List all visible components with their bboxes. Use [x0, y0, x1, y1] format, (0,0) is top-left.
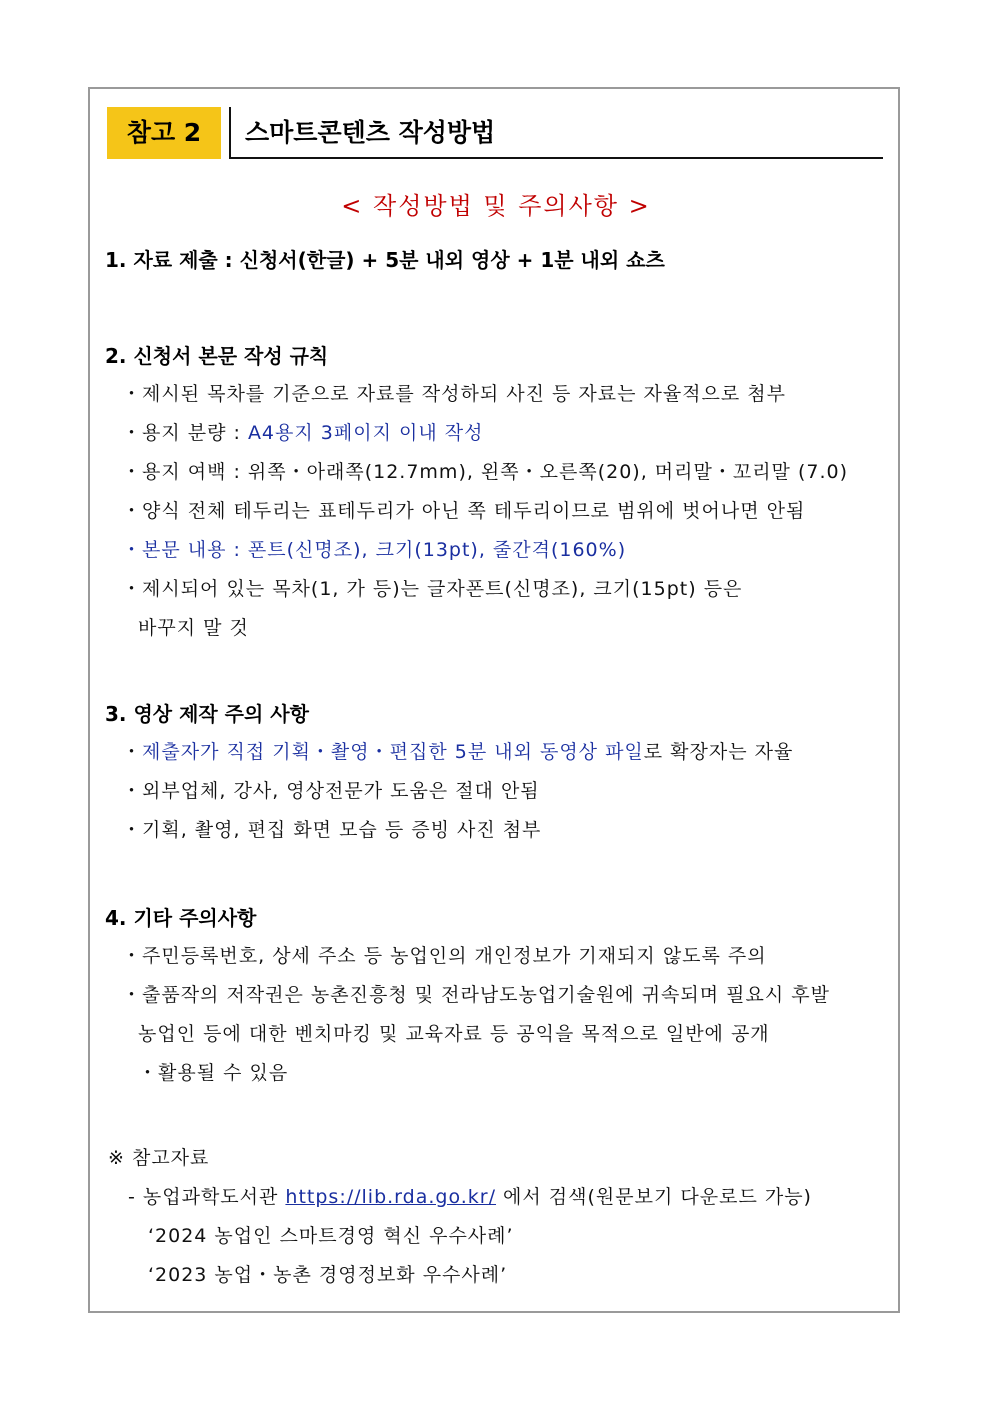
header-divider	[229, 107, 231, 159]
item-label: ・용지 분량 :	[122, 422, 248, 444]
section-4-item: ・주민등록번호, 상세 주소 등 농업인의 개인정보가 기재되지 않도록 주의	[122, 945, 767, 967]
section-4-item-continuation: ・활용될 수 있음	[138, 1062, 289, 1084]
section-3-heading: 3. 영상 제작 주의 사항	[105, 702, 309, 726]
section-2-item-continuation: 바꾸지 말 것	[138, 617, 249, 639]
section-2-item	[122, 418, 483, 445]
section-4-item: ・출품작의 저작권은 농촌진흥청 및 전라남도농업기술원에 귀속되며 필요시 후발	[122, 984, 830, 1006]
section-3-item	[122, 737, 793, 764]
section-2-item: ・제시되어 있는 목차(1, 가 등)는 글자폰트(신명조), 크기(15pt) 등은	[122, 578, 743, 600]
highlight-text: A4용지 3페이지 이내 작성	[247, 422, 484, 444]
page-title: 스마트콘텐츠 작성방법	[245, 118, 496, 147]
document-header	[107, 107, 883, 159]
section-2-item: ・본문 내용 : 폰트(신명조), 크기(13pt), 줄간격(160%)	[122, 539, 627, 561]
reference-line	[128, 1182, 812, 1209]
reference-badge: 참고 2	[107, 107, 221, 159]
reference-prefix: - 농업과학도서관	[128, 1186, 286, 1208]
section-2-item: ・용지 여백 : 위쪽・아래쪽(12.7mm), 왼쪽・오른쪽(20), 머리말・꼬리말 (7.0)	[122, 461, 848, 483]
reference-item: ‘2024 농업인 스마트경영 혁신 우수사례’	[148, 1225, 514, 1247]
section-2-item: ・제시된 목차를 기준으로 자료를 작성하되 사진 등 자료는 자율적으로 첨부	[122, 383, 786, 405]
reference-item: ‘2023 농업・농촌 경영정보화 우수사례’	[148, 1264, 508, 1286]
section-2-item: ・양식 전체 테두리는 표테두리가 아닌 쪽 테두리이므로 범위에 벗어나면 안됨	[122, 500, 806, 522]
section-2-heading: 2. 신청서 본문 작성 규칙	[105, 344, 329, 368]
section-4-item-continuation: 농업인 등에 대한 벤치마킹 및 교육자료 등 공익을 목적으로 일반에 공개	[138, 1023, 770, 1045]
bullet: ・	[122, 741, 143, 763]
reference-suffix: 에서 검색(원문보기 다운로드 가능)	[496, 1186, 812, 1208]
subtitle: < 작성방법 및 주의사항 >	[341, 192, 651, 220]
reference-heading: ※ 참고자료	[108, 1147, 210, 1169]
item-text: 로 확장자는 자율	[643, 741, 794, 763]
library-link[interactable]: https://lib.rda.go.kr/	[285, 1186, 497, 1208]
section-4-heading: 4. 기타 주의사항	[105, 906, 257, 930]
highlight-text: 제출자가 직접 기획・촬영・편집한 5분 내외 동영상 파일	[142, 741, 644, 763]
section-3-item: ・기획, 촬영, 편집 화면 모습 등 증빙 사진 첨부	[122, 819, 542, 841]
section-1-heading: 1. 자료 제출 : 신청서(한글) + 5분 내외 영상 + 1분 내외 쇼츠	[105, 248, 665, 272]
section-3-item: ・외부업체, 강사, 영상전문가 도움은 절대 안됨	[122, 780, 540, 802]
header-underline	[229, 157, 883, 159]
